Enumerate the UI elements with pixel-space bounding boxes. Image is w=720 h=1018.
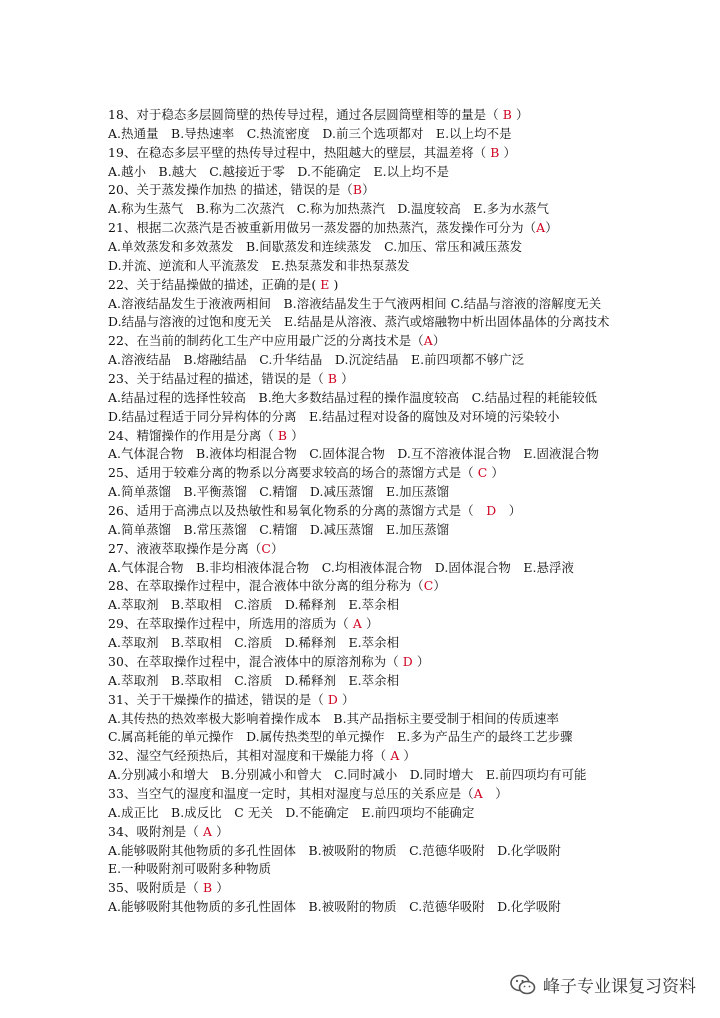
line-text: A.分别减小和增大 B.分别减小和曾大 C.同时减小 D.同时增大 E.前四项均有可能 <box>108 767 587 783</box>
line-text: A.萃取剂 B.萃取相 C.溶质 D.稀释剂 E.萃余相 <box>108 635 400 651</box>
line-text: E.一种吸附剂可吸附多种物质 <box>108 861 272 877</box>
answer-letter: E <box>316 276 334 292</box>
text-line <box>108 219 708 238</box>
text-line <box>108 804 708 823</box>
text-line <box>108 653 708 672</box>
text-line <box>108 483 708 502</box>
question-list <box>108 106 708 917</box>
text-line <box>108 540 708 559</box>
answer-letter: A <box>536 220 546 236</box>
line-text-end: ） <box>216 823 229 839</box>
answer-letter: A <box>348 616 366 632</box>
text-line <box>108 502 708 521</box>
line-text-end: ） <box>403 748 416 764</box>
line-text: A.简单蒸馏 B.平衡蒸馏 C.精馏 D.减压蒸馏 E.加压蒸馏 <box>108 484 450 500</box>
line-text: 25、适用于较难分离的物系以分离要求较高的场合的蒸馏方式是（ <box>108 465 474 481</box>
line-text: 21、根据二次蒸汽是否被重新用做另一蒸发器的加热蒸汽，蒸发操作可分为（ <box>108 220 537 236</box>
text-line <box>108 313 708 332</box>
line-text: A.能够吸附其他物质的多孔性固体 B.被吸附的物质 C.范德华吸附 D.化学吸附 <box>108 899 561 915</box>
line-text-end: ） <box>365 616 379 632</box>
text-line <box>108 332 708 351</box>
answer-letter: C <box>261 540 271 556</box>
line-text: A.成正比 B.成反比 C 无关 D.不能确定 E.前四项均不能确定 <box>108 804 475 820</box>
line-text: A.气体混合物 B.非均相液体混合物 C.均相液体混合物 D.固体混合物 E.悬浮液 <box>108 559 575 575</box>
line-text: 19、在稳态多层平壁的热传导过程中，热阻越大的壁层，其温差将（ <box>108 144 487 160</box>
answer-letter: B <box>352 182 363 198</box>
line-text: A.单效蒸发和多效蒸发 B.间歇蒸发和连续蒸发 C.加压、常压和减压蒸发 <box>108 239 523 255</box>
line-text-end: ） <box>416 653 430 669</box>
text-line <box>108 860 708 879</box>
text-line <box>108 238 708 257</box>
line-text: A.热通量 B.导热速率 C.热流密度 D.前三个选项都对 E.以上均不是 <box>108 125 512 141</box>
line-text: A.简单蒸馏 B.常压蒸馏 C.精馏 D.减压蒸馏 E.加压蒸馏 <box>108 521 450 537</box>
line-text: 27、液液萃取操作是分离（ <box>108 540 262 556</box>
line-text: 35、吸附质是（ <box>108 880 199 896</box>
text-line <box>108 389 708 408</box>
text-line <box>108 691 708 710</box>
line-text-end: ） <box>341 691 355 707</box>
line-text: A.溶液结晶发生于液液两相间 B.溶液结晶发生于气液两相间 C.结晶与溶液的溶解度无关 <box>108 295 602 311</box>
text-line <box>108 295 708 314</box>
text-line <box>108 200 708 219</box>
text-line <box>108 842 708 861</box>
text-line <box>108 144 708 163</box>
text-line <box>108 728 708 747</box>
answer-letter: B <box>323 371 342 387</box>
line-text: 18、对于稳态多层圆筒壁的热传导过程，通过各层圆筒壁相等的量是（ <box>108 107 499 122</box>
watermark <box>509 972 696 997</box>
line-text: 28、在萃取操作过程中，混合液体中欲分离的组分称为（ <box>108 578 424 594</box>
line-text: 34、吸附剂是（ <box>108 823 199 839</box>
line-text-end: ） <box>491 465 504 481</box>
text-line <box>108 464 708 483</box>
text-line <box>108 747 708 766</box>
line-text-end: ) <box>333 276 339 292</box>
line-text: C.属高耗能的单元操作 D.属传热类型的单元操作 E.多为产品生产的最终工艺步骤 <box>108 729 573 745</box>
text-line <box>108 163 708 182</box>
line-text: D.结晶与溶液的过饱和度无关 E.结晶是从溶液、蒸汽或熔融物中析出固体晶体的分离技术 <box>108 314 610 330</box>
text-line <box>108 427 708 446</box>
line-text: A.结晶过程的选择性较高 B.绝大多数结晶过程的操作温度较高 C.结晶过程的耗能较低 <box>108 389 598 405</box>
answer-letter: A <box>386 748 404 764</box>
line-text: 30、在萃取操作过程中，混合液体中的原溶剂称为（ <box>108 653 399 669</box>
line-text: A.称为生蒸气 B.称为二次蒸汽 C.称为加热蒸汽 D.温度较高 E.多为水蒸气 <box>108 201 550 217</box>
line-text: 23、关于结晶过程的描述，错误的是（ <box>108 371 324 387</box>
line-text: A.能够吸附其他物质的多孔性固体 B.被吸附的物质 C.范德华吸附 D.化学吸附 <box>108 842 561 858</box>
text-line <box>108 125 708 144</box>
text-line <box>108 710 708 729</box>
wechat-icon <box>509 973 537 997</box>
text-line <box>108 672 708 691</box>
text-line <box>108 596 708 615</box>
line-text: 24、精馏操作的作用是分离（ <box>108 427 274 443</box>
line-text-end: ） <box>432 333 446 349</box>
line-text: 22、关于结晶操做的描述，正确的是( <box>108 276 317 292</box>
line-text: 31、关于干燥操作的描述，错误的是（ <box>108 691 324 707</box>
answer-letter: A <box>198 823 217 839</box>
text-line <box>108 559 708 578</box>
text-line <box>108 370 708 389</box>
text-line <box>108 615 708 634</box>
text-line <box>108 634 708 653</box>
line-text: 20、关于蒸发操作加热 的描述，错误的是（ <box>108 182 353 198</box>
answer-letter: B <box>273 427 292 443</box>
line-text: D.结晶过程适于同分异构体的分离 E.结晶过程对设备的腐蚀及对环境的污染较小 <box>108 408 560 424</box>
text-line <box>108 521 708 540</box>
line-text: 22、在当前的制药化工生产中应用最广泛的分离技术是（ <box>108 333 424 349</box>
text-line <box>108 898 708 917</box>
answer-letter: B <box>498 107 516 122</box>
line-text: A.其传热的热效率极大影响着操作成本 B.其产品指标主要受制于相间的传质速率 <box>108 710 560 726</box>
answer-letter: D <box>398 653 417 669</box>
text-line <box>108 181 708 200</box>
line-text-end: ） <box>508 503 522 519</box>
line-text: A.萃取剂 B.萃取相 C.溶质 D.稀释剂 E.萃余相 <box>108 597 400 613</box>
answer-letter: D <box>323 691 342 707</box>
line-text: A.越小 B.越大 C.越接近于零 D.不能确定 E.以上均不是 <box>108 163 450 179</box>
text-line <box>108 879 708 898</box>
line-text: 26、适用于高沸点以及热敏性和易氧化物系的分离的蒸馏方式是（ <box>108 503 474 519</box>
line-text: A.溶液结晶 B.熔融结晶 C.升华结晶 D.沉淀结晶 E.前四项都不够广泛 <box>108 352 525 368</box>
line-text-end: ） <box>433 578 446 594</box>
text-line <box>108 766 708 785</box>
answer-letter: B <box>486 144 504 160</box>
line-text-end: ） <box>341 371 354 387</box>
text-line <box>108 276 708 295</box>
line-text: A.气体混合物 B.液体均相混合物 C.固体混合物 D.互不溶液体混合物 E.固液混合物 <box>108 446 600 462</box>
answer-letter: C <box>473 465 492 481</box>
line-text-end: ） <box>216 880 229 896</box>
text-line <box>108 785 708 804</box>
line-text-end: ） <box>362 182 375 198</box>
answer-letter: D <box>473 503 509 519</box>
answer-letter: A <box>473 785 483 801</box>
text-line <box>108 351 708 370</box>
line-text: A.萃取剂 B.萃取相 C.溶质 D.稀释剂 E.萃余相 <box>108 672 400 688</box>
answer-letter: C <box>423 578 434 594</box>
text-line <box>108 106 708 125</box>
line-text-end: ） <box>503 144 516 160</box>
watermark-text: 峰子专业课复习资料 <box>543 977 696 997</box>
answer-letter: A <box>423 333 433 349</box>
answer-letter: B <box>198 880 217 896</box>
text-line <box>108 823 708 842</box>
line-text-end: ） <box>515 107 529 122</box>
line-text: 29、在萃取操作过程中，所选用的溶质为（ <box>108 616 349 632</box>
text-line <box>108 445 708 464</box>
text-line <box>108 257 708 276</box>
line-text: 33、当空气的湿度和温度一定时，其相对湿度与总压的关系应是（ <box>108 785 474 801</box>
line-text: D.并流、逆流和人平流蒸发 E.热泵蒸发和非热泵蒸发 <box>108 257 410 273</box>
line-text-end: ） <box>291 427 304 443</box>
text-line <box>108 408 708 427</box>
line-text-end: ） <box>482 785 508 801</box>
text-line <box>108 577 708 596</box>
line-text: 32、湿空气经预热后，其相对湿度和干燥能力将（ <box>108 748 387 764</box>
line-text-end: ） <box>545 220 558 236</box>
line-text-end: ） <box>270 540 284 556</box>
